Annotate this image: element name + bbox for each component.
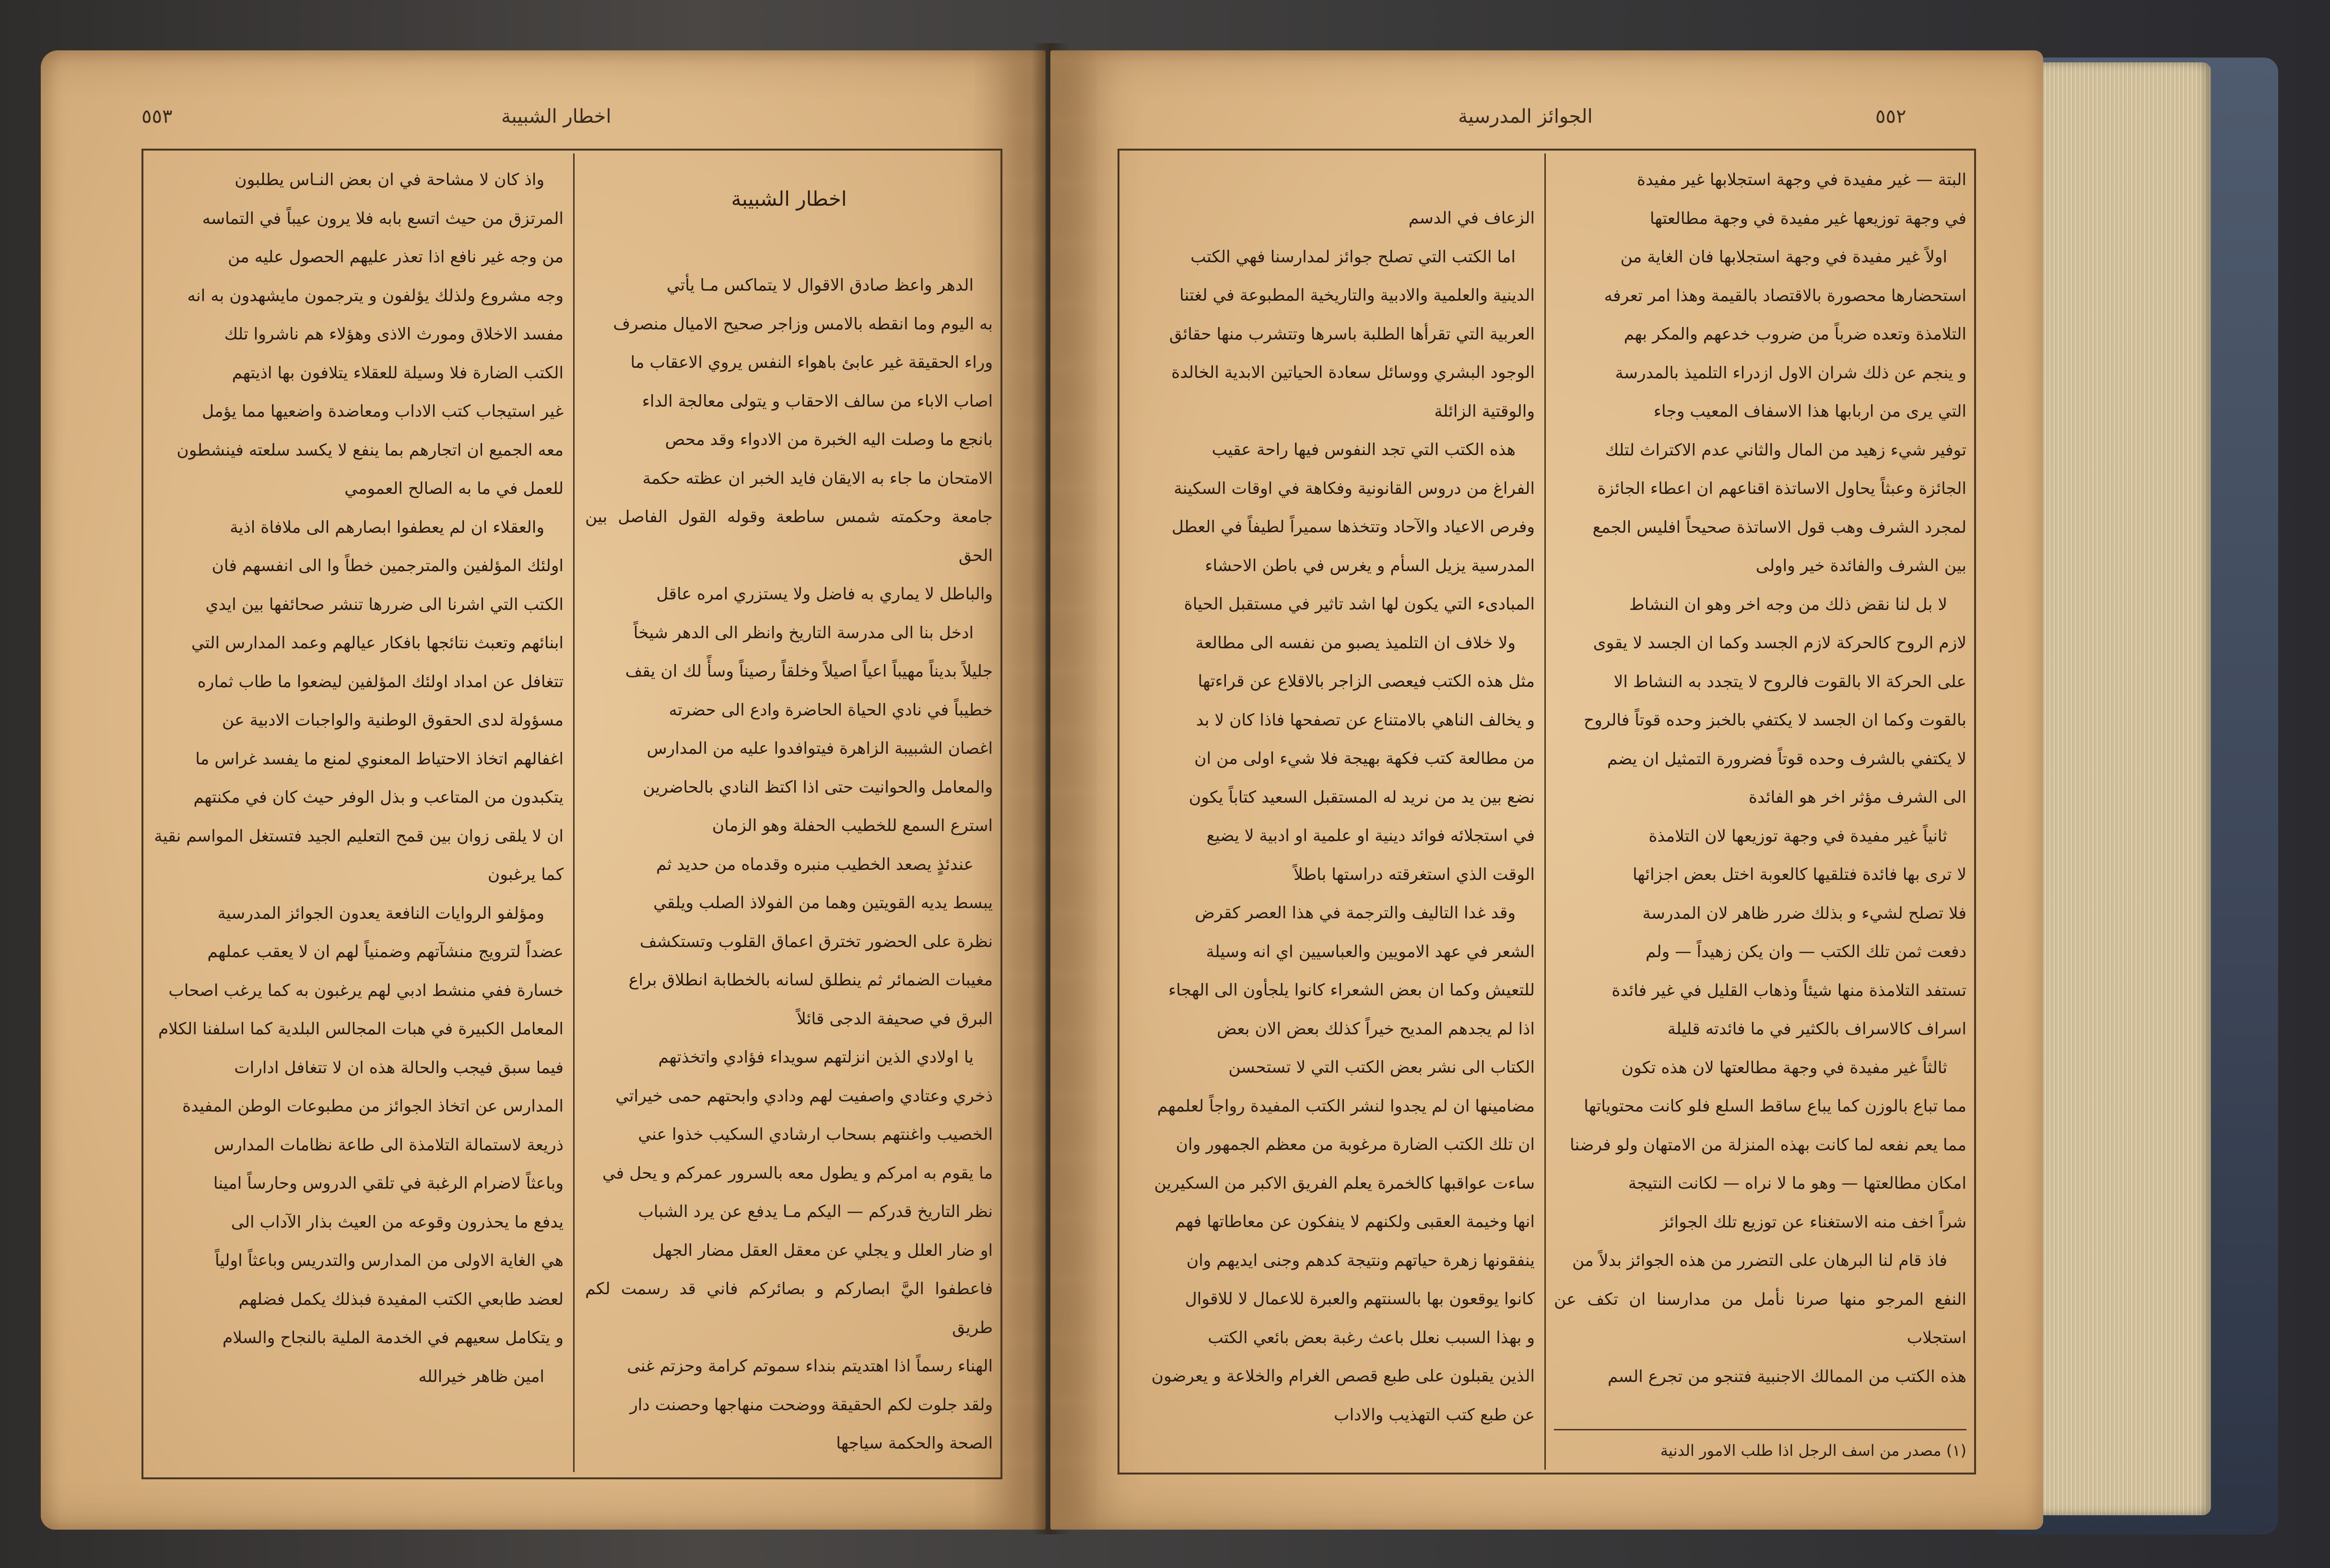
right-page-col-left bbox=[1127, 199, 1535, 1434]
text-line: مسؤولة لدى الحقوق الوطنية والواجبات الادبية عن bbox=[222, 711, 564, 730]
text-line: هذه الكتب من الممالك الاجنبية فتنجو من تجرع السم bbox=[1607, 1367, 1966, 1386]
footnote bbox=[1554, 1434, 1966, 1467]
text-line: الوقت الذي استغرقته دراستها باطلاً bbox=[1294, 865, 1535, 884]
text-line: تتغافل عن امداد اولئك المؤلفين ليضعوا ما طاب ثماره bbox=[197, 672, 564, 691]
text-line: توفير شيء زهيد من المال والثاني عدم الاكتراث لتلك bbox=[1605, 440, 1966, 460]
text-line: و يتكامل سعيهم في الخدمة الملية بالنجاح والسلام bbox=[222, 1328, 564, 1347]
text-line: الدينية والعلمية والادبية والتاريخية المطبوعة في لغتنا bbox=[1179, 286, 1535, 305]
left-col-left-lines bbox=[151, 161, 564, 1357]
text-line: الفراغ من دروس القانونية وفكاهة في اوقات السكينة bbox=[1174, 479, 1535, 498]
text-line: انها وخيمة العقبى ولكنهم لا ينفكون عن معاطاتها فهم bbox=[1175, 1212, 1535, 1231]
text-line: ذريعة لاستمالة التلامذة الى طاعة نظامات المدارس bbox=[213, 1135, 564, 1155]
text-line: نظر التاريخ قدركم — اليكم مـا يدفع عن يرد الشباب bbox=[638, 1202, 993, 1221]
text-line: ما يقوم به امركم و يطول معه بالسرور عمركم و يحل في bbox=[602, 1163, 993, 1183]
text-line: نضع بين يد من نريد له المستقبل السعيد كتاباً يكون bbox=[1189, 787, 1535, 807]
text-line: لمجرد الشرف وهب قول الاساتذة صحيحاً افليس الجمع bbox=[1592, 517, 1966, 537]
right-page-col-right bbox=[1554, 161, 1966, 1396]
text-line: ابنائهم وتعبث نتائجها بافكار عيالهم وعمد المدارس التي bbox=[191, 633, 564, 653]
text-line: ينفقونها زهرة حياتهم ونتيجة كدهم وجنى ايديهم وان bbox=[1186, 1251, 1535, 1270]
text-line: من وجه غير نافع اذا تعذر عليهم الحصول عليه من bbox=[227, 247, 564, 267]
text-line: فلا تصلح لشيء و بذلك ضرر ظاهر لان المدرسة bbox=[1642, 903, 1966, 923]
text-line: والعقلاء ان لم يعطفوا ابصارهم الى ملافاة اذية bbox=[230, 517, 544, 537]
text-line: مضامينها ان لم يجدوا لنشر الكتب المفيدة رواجاً لعلمهم bbox=[1157, 1096, 1535, 1116]
text-line: في استجلائه فوائد دينية او علمية او ادبية لا يضيع bbox=[1206, 826, 1535, 845]
text-line: جليلاً بديناً مهيباً اعياً اصيلاً وخلقاً رصيناً وسأً لك ان يقف bbox=[625, 662, 993, 681]
text-line: لا يكتفي بالشرف وحده قوتاً فضرورة التمثيل ان يضم bbox=[1607, 749, 1966, 769]
right-col-right-lines bbox=[1554, 161, 1966, 1396]
text-line: غير استيجاب كتب الاداب ومعاضدة واضعيها مما يؤمل bbox=[202, 402, 564, 421]
text-line: وراء الحقيقة غير عابئ باهواء النفس يروي الاعقاب ما bbox=[630, 353, 993, 372]
text-line: الى الشرف مؤثر اخر هو الفائدة bbox=[1748, 788, 1966, 807]
text-line: اذا لم يجدهم المديح خيراً كذلك بعض الان بعض bbox=[1217, 1019, 1535, 1039]
left-page-col-right bbox=[585, 187, 993, 1463]
text-line: ان لا يلقى زوان بين قمح التعليم الجيد فتستغل المواسم نقية bbox=[154, 826, 564, 846]
text-line: تستفد التلامذة منها شيئاً وذهاب القليل في غير فائدة bbox=[1612, 981, 1966, 1000]
text-line: مثل هذه الكتب فيعصى الزاجر بالاقلاع عن قراءتها bbox=[1198, 672, 1535, 691]
text-line: المدارس عن اتخاذ الجوائز من مطبوعات الوطن المفيدة bbox=[182, 1097, 564, 1116]
text-line: اما الكتب التي تصلح جوائز لمدارسنا فهي الكتب bbox=[1190, 247, 1516, 267]
text-line: للعمل في ما به الصالح العمومي bbox=[344, 479, 564, 498]
text-line: التي يرى من اربابها هذا الاسفاف المعيب وجاء bbox=[1653, 402, 1966, 421]
text-line: وباعثاً لاضرام الرغبة في تلقي الدروس وحارساً امينا bbox=[213, 1174, 564, 1193]
right-page-number: ٥٥٢ bbox=[1875, 105, 1906, 128]
text-line: للتعيش وكما ان بعض الشعراء كانوا يلجأون الى الهجاء bbox=[1168, 981, 1535, 1000]
text-line: الصحة والحكمة سياجها bbox=[836, 1434, 993, 1453]
text-line: و بهذا السبب نعلل باعث رغبة بعض بائعي الكتب bbox=[1208, 1328, 1535, 1347]
text-line: المرتزق من حيث اتسع بابه فلا يرون عيباً في التماسه bbox=[202, 209, 564, 228]
text-line: خطيباً في نادي الحياة الحاضرة وادع الى حضرته bbox=[669, 700, 993, 720]
footnote-rule bbox=[1554, 1429, 1966, 1430]
text-line: لعضد طابعي الكتب المفيدة فبذلك يكمل فضلهم bbox=[238, 1289, 564, 1309]
text-line: امكان مطالعتها — وهو ما لا نراه — لكانت النتيجة bbox=[1628, 1174, 1966, 1193]
text-line: الجائزة وعبثاً يحاول الاساتذة اقناعهم ان اعطاء الجائزة bbox=[1597, 479, 1966, 498]
left-col-right-lines bbox=[585, 266, 993, 1463]
text-line: اولاً غير مفيدة في وجهة استجلابها فان الغاية من bbox=[1620, 247, 1947, 267]
text-line: كما يرغبون bbox=[487, 865, 564, 884]
text-line: لا ترى بها فائدة فتلقيها كالعوبة اختل بعض اجزائها bbox=[1633, 865, 1966, 884]
text-line: التلامذة وتعده ضرباً من ضروب خدعهم والمكر بهم bbox=[1624, 325, 1966, 344]
left-page bbox=[41, 50, 1046, 1530]
text-line: ولا خلاف ان التلميذ يصبو من نفسه الى مطالعة bbox=[1195, 633, 1516, 653]
text-line: استرع السمع للخطيب الحفلة وهو الزمان bbox=[712, 816, 993, 835]
text-line: ان تلك الكتب الضارة مرغوبة من معظم الجمهور وان bbox=[1176, 1135, 1535, 1154]
text-line: ذخري وعتادي واصفيت لهم ودادي وابحتهم حمى خيراتي bbox=[615, 1086, 993, 1106]
text-line: به اليوم وما انقطه بالامس وزاجر صحيح الاميال منصرف bbox=[613, 314, 993, 334]
left-page-number: ٥٥٣ bbox=[141, 105, 173, 128]
article-title: اخطار الشبيبة bbox=[731, 187, 847, 211]
text-line: مما تباع بالوزن كما يباع ساقط السلع فلو كانت محتوياتها bbox=[1584, 1097, 1966, 1116]
text-line: نظرة على الحضور تخترق اعماق القلوب وتستكشف bbox=[639, 932, 993, 951]
text-line: يا اولادي الذين انزلتهم سويداء فؤادي واتخذتهم bbox=[658, 1048, 974, 1067]
text-line: في وجهة توزيعها غير مفيدة في وجهة مطالعتها bbox=[1649, 209, 1966, 228]
left-page-header bbox=[41, 105, 1046, 134]
text-line: مفسد الاخلاق ومورث الاذى وهؤلاء هم ناشروا تلك bbox=[224, 325, 564, 344]
text-line: يتكبدون من المتاعب و بذل الوفر حيث كان في مكنتهم bbox=[193, 788, 564, 807]
right-col-left-lines bbox=[1127, 199, 1535, 1434]
text-line: الكتب الضارة فلا وسيلة للعقلاء يتلافون بها اذيتهم bbox=[232, 363, 564, 383]
text-line: المبادىء التي يكون لها اشد تاثير في مستقبل الحياة bbox=[1184, 595, 1535, 614]
text-line: والوقتية الزائلة bbox=[1434, 401, 1535, 421]
text-line: وجه مشروع ولذلك يؤلفون و يترجمون مايشهدون به انه bbox=[187, 286, 564, 305]
text-line: هذه الكتب التي تجد النفوس فيها راحة عقيب bbox=[1212, 440, 1516, 459]
text-line: اولئك المؤلفين والمترجمين خطاً وا الى انفسهم فان bbox=[212, 556, 564, 575]
text-line: وقد غدا التاليف والترجمة في هذا العصر كقرض bbox=[1195, 903, 1516, 923]
text-line: لازم الروح كالحركة لازم الجسد وكما ان الجسد لا يقوى bbox=[1593, 633, 1966, 653]
text-line: خسارة ففي منشط ادبي لهم يرغبون به كما يرغب اصحاب bbox=[168, 981, 564, 1000]
text-line: البرق في صحيفة الدجى قائلاً bbox=[797, 1009, 993, 1029]
text-line: اصاب الاباء من سالف الاحقاب و يتولى معالجة الداء bbox=[642, 391, 993, 411]
text-line: هي الغاية الاولى من المدارس والتدريس وباعثاً اولياً bbox=[215, 1251, 564, 1270]
text-line: الدهر واعظ صادق الاقوال لا يتماكس مـا يأتي bbox=[666, 276, 974, 295]
text-line: الكتب التي اشرنا الى ضررها تنشر صحائفها بين ايدي bbox=[205, 595, 564, 614]
text-line: ادخل بنا الى مدرسة التاريخ وانظر الى الدهر شيخاً bbox=[633, 623, 974, 643]
left-column-rule bbox=[573, 153, 575, 1472]
left-running-title: اخطار الشبيبة bbox=[501, 105, 612, 128]
text-line: عضداً لترويج منشآتهم وضمنياً لهم ان لا يعقب عملهم bbox=[207, 942, 564, 961]
text-line: عندئذٍ يصعد الخطيب منبره وقدماه من حديد ثم bbox=[656, 854, 974, 874]
text-line: ثالثاً غير مفيدة في وجهة مطالعتها لان هذه تكون bbox=[1621, 1058, 1947, 1077]
text-line: اغفالهم اتخاذ الاحتياط المعنوي لمنع ما يفسد غراس ما bbox=[195, 749, 564, 769]
text-line: الكتاب الى نشر بعض الكتب التي لا تستحسن bbox=[1228, 1058, 1535, 1077]
text-line: الزعاف في الدسم bbox=[1408, 209, 1535, 228]
text-line: فاذ قام لنا البرهان على التضرر من هذه الجوائز بدلاً من bbox=[1572, 1251, 1947, 1270]
text-line: بالقوت وكما ان الجسد لا يكتفي بالخبز وحده قوتاً فالروح bbox=[1583, 711, 1966, 730]
text-line: فيما سبق فيجب والحالة هذه ان لا تتغافل ادارات bbox=[234, 1058, 564, 1077]
footnote-text: (١) مصدر من اسف الرجل اذا طلب الامور الدنية bbox=[1660, 1441, 1966, 1460]
right-running-title: الجوائز المدرسية bbox=[1458, 105, 1593, 128]
text-line: الامتحان ما جاء به الايقان فايد الخبر ان عظته حكمة bbox=[642, 468, 993, 488]
text-line: واذ كان لا مشاحة في ان بعض النـاس يطلبون bbox=[235, 170, 544, 189]
text-line: الخصيب واغنتهم بسحاب ارشادي السكيب خذوا عني bbox=[638, 1125, 993, 1144]
text-line: والباطل لا يماري به فاضل ولا يستزري امره عاقل bbox=[656, 585, 993, 604]
right-page-header bbox=[1050, 105, 2043, 134]
text-line: بين الشرف والفائدة خير واولى bbox=[1755, 556, 1966, 575]
text-line: العربية التي تقرأها الطلبة باسرها وتتشرب منها حقائق bbox=[1169, 324, 1535, 344]
text-line: والمعامل والحوانيت حتى اذا اكتظ النادي بالحاضرين bbox=[643, 777, 993, 797]
text-line: المعامل الكبيرة في هبات المجالس البلدية كما اسلفنا الكلام bbox=[158, 1019, 564, 1039]
text-line: اغصان الشبيبة الزاهرة فيتوافدوا عليه من المدارس bbox=[647, 739, 993, 758]
text-line: مما يعم نفعه لما كانت بهذه المنزلة من الامتهان ولو فرضنا bbox=[1570, 1135, 1966, 1155]
text-line: ولقد جلوت لكم الحقيقة ووضحت منهاجها وحصنت دار bbox=[630, 1395, 993, 1415]
text-line: الذين يقبلون على طبع قصص الغرام والخلاعة و يعرضون bbox=[1151, 1367, 1535, 1386]
signature: امين ظاهر خيرالله bbox=[418, 1367, 544, 1386]
text-line: او ضار العلل و يجلي عن معقل العقل مضار الجهل bbox=[652, 1240, 993, 1260]
text-line: مغيبات الضمائر ثم ينطلق لسانه بالخطابة انطلاق براع bbox=[628, 971, 993, 990]
text-line: استحضارها محصورة بالاقتصاد بالقيمة وهذا امر تعرفه bbox=[1604, 286, 1966, 305]
text-line: كانوا يوقعون بها بالسنتهم والعبرة للاعمال لا للاقوال bbox=[1185, 1289, 1535, 1309]
text-line: على الحركة الا بالقوت فالروح لا يتجدد به النشاط الا bbox=[1613, 672, 1966, 691]
text-line: فاعطفوا اليَّ ابصاركم و بصائركم فاني قد رسمت لكم طريق bbox=[585, 1279, 993, 1337]
text-line: شراً اخف منه الاستغناء عن توزيع تلك الجوائز bbox=[1660, 1212, 1966, 1232]
text-line: يدفع ما يحذرون وقوعه من العيث بذار الآداب الى bbox=[231, 1212, 564, 1232]
text-line: من مطالعة كتب فكهة بهيجة فلا شيء اولى من ان bbox=[1194, 749, 1535, 768]
text-line: البتة — غير مفيدة في وجهة استجلابها غير مفيدة bbox=[1636, 170, 1966, 189]
text-line: الهناء رسماً اذا اهتديتم بنداء سموتم كرامة وحزتم غنى bbox=[627, 1357, 993, 1376]
text-line: وفرص الاعياد والآحاد وتتخذها سميراً لطيفاً في العطل bbox=[1171, 517, 1535, 537]
text-line: و يخالف الناهي بالامتناع عن تصفحها فاذا كان لا بد bbox=[1196, 710, 1535, 730]
text-line: يبسط يديه القويتين وهما من الفولاذ الصلب ويلقي bbox=[653, 893, 993, 913]
text-line: ساءت عواقبها كالخمرة يعلم الفريق الاكبر من السكيرين bbox=[1154, 1173, 1535, 1193]
text-line: لا بل لنا نقض ذلك من وجه اخر وهو ان النشاط bbox=[1629, 595, 1947, 614]
text-line: عن طبع كتب التهذيب والاداب bbox=[1333, 1405, 1535, 1425]
text-line: ثانياً غير مفيدة في وجهة توزيعها لان التلامذة bbox=[1648, 826, 1947, 846]
page-edges bbox=[2038, 62, 2211, 1515]
text-line: و ينجم عن ذلك شران الاول ازدراء التلميذ بالمدرسة bbox=[1615, 363, 1966, 383]
text-line: الوجود البشري ووسائل سعادة الحياتين الابدية الخالدة bbox=[1171, 363, 1535, 382]
right-column-rule bbox=[1544, 153, 1546, 1470]
text-line: جامعة وحكمته شمس ساطعة وقوله القول الفاصل بين الحق bbox=[585, 507, 993, 565]
text-line: معه الجميع ان اتجارهم بما ينفع لا يكسد سلعته فينشطون bbox=[177, 440, 564, 460]
text-line: النفع المرجو منها صرنا نأمل من مدارسنا ان تكف عن استجلاب bbox=[1554, 1289, 1966, 1347]
right-page bbox=[1050, 50, 2043, 1530]
left-page-col-left bbox=[151, 161, 564, 1396]
text-line: الشعر في عهد الامويين والعباسيين اي انه وسيلة bbox=[1206, 942, 1535, 961]
text-line: اسراف كالاسراف بالكثير في ما فائدته قليلة bbox=[1667, 1019, 1966, 1039]
text-line: المدرسية يزيل السأم و يغرس في باطن الاحشاء bbox=[1205, 556, 1535, 575]
text-line: ومؤلفو الروايات النافعة يعدون الجوائز المدرسية bbox=[217, 903, 544, 923]
text-line: بانجع ما وصلت اليه الخبرة من الادواء وقد محص bbox=[665, 430, 993, 449]
text-line: دفعت ثمن تلك الكتب — وان يكن زهيداً — ولم bbox=[1645, 942, 1966, 961]
